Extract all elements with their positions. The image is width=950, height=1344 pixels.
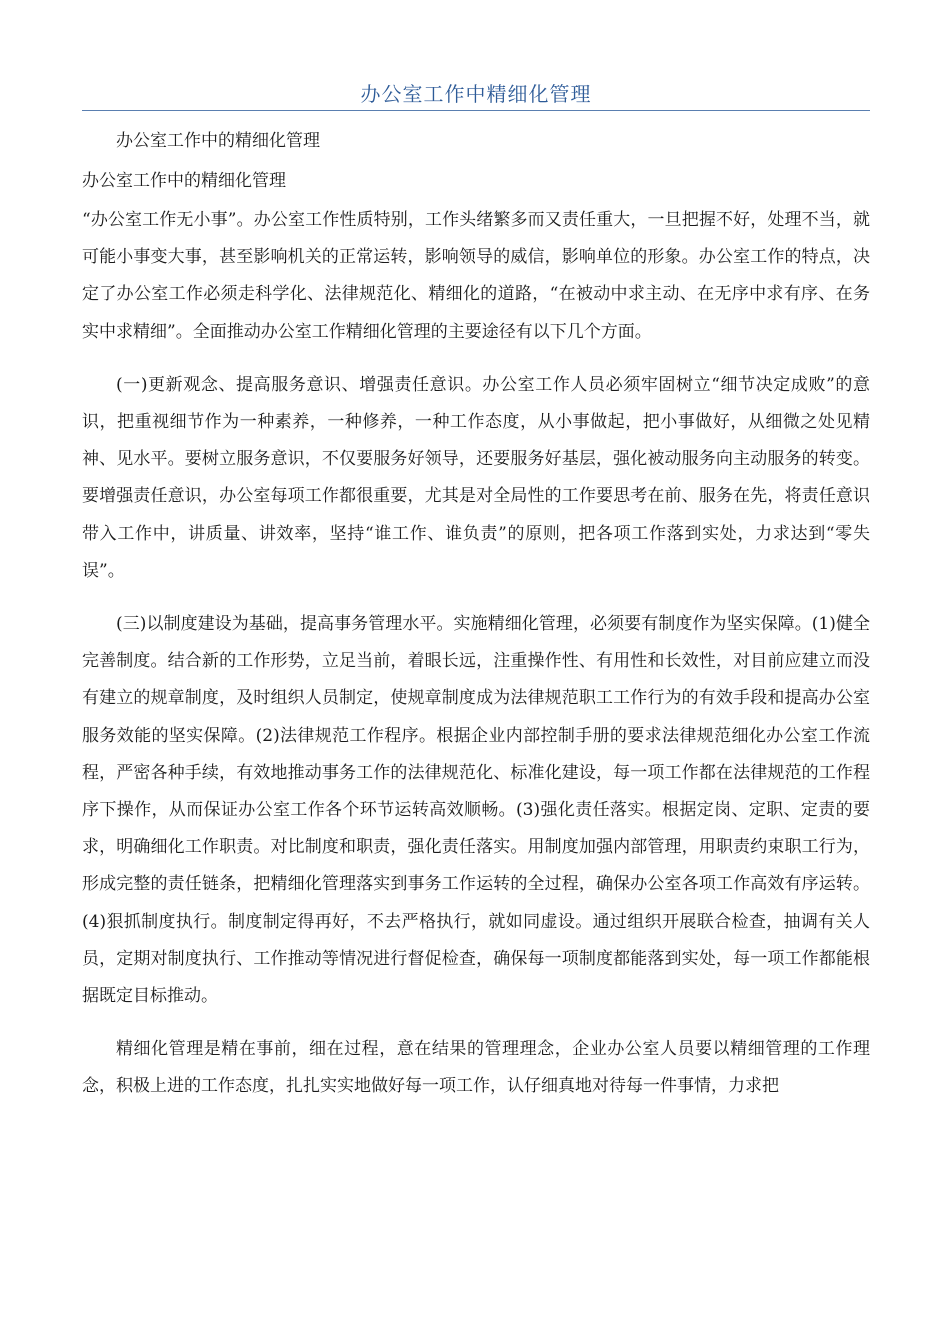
document-body — [82, 122, 870, 1106]
paragraph-gap — [82, 1015, 870, 1031]
paragraph-section-three: (三)以制度建设为基础，提高事务管理水平。实施精细化管理，必须要有制度作为坚实保障。(1)健全完善制度。结合新的工作形势，立足当前，着眼长远，注重操作性、有用性和长效性，对目前应建立而没有建立的规章制度，及时组织人员制定，使规章制度成为法律规范职工工作行为的有效手段和提高办公室服务效能的坚实保障。(2)法律规范工作程序。根据企业内部控制手册的要求法律规范细化办公室工作流程，严密各种手续，有效地推动事务工作的法律规范化、标准化建设，每一项工作都在法律规范的工作程序下操作，从而保证办公室工作各个环节运转高效顺畅。(3)强化责任落实。根据定岗、定职、定责的要求，明确细化工作职责。对比制度和职责，强化责任落实。用制度加强内部管理，用职责约束职工行为，形成完整的责任链条，把精细化管理落实到事务工作运转的全过程，确保办公室各项工作高效有序运转。(4)狠抓制度执行。制度制定得再好，不去严格执行，就如同虚设。通过组织开展联合检查，抽调有关人员，定期对制度执行、工作推动等情况进行督促检查，确保每一项制度都能落到实处，每一项工作都能根据既定目标推动。 — [82, 614, 870, 1007]
document-title: 办公室工作中精细化管理 — [360, 82, 592, 106]
paragraph-gap — [82, 590, 870, 606]
paragraph-section-one: (一)更新观念、提高服务意识、增强责任意识。办公室工作人员必须牢固树立“细节决定成败”的意识，把重视细节作为一种素养，一种修养，一种工作态度，从小事做起，把小事做好，从细微之处见精神、见水平。要树立服务意识，不仅要服务好领导，还要服务好基层，强化被动服务向主动服务的转变。要增强责任意识，办公室每项工作都很重要，尤其是对全局性的工作要思考在前、服务在先，将责任意识带入工作中，讲质量、讲效率，坚持“谁工作、谁负责”的原则，把各项工作落到实处，力求达到“零失误”。 — [82, 374, 870, 581]
paragraph-intro: “办公室工作无小事”。办公室工作性质特别，工作头绪繁多而又责任重大，一旦把握不好，处理不当，就可能小事变大事，甚至影响机关的正常运转，影响领导的威信，影响单位的形象。办公室工作的特点，决定了办公室工作必须走科学化、法律规范化、精细化的道路，“在被动中求主动、在无序中求有序、在务实中求精细”。全面推动办公室工作精细化管理的主要途径有以下几个方面。 — [82, 210, 870, 342]
subtitle-indented: 办公室工作中的精细化管理 — [116, 131, 320, 151]
subtitle-plain: 办公室工作中的精细化管理 — [82, 171, 286, 191]
paragraph-conclusion: 精细化管理是精在事前，细在过程，意在结果的管理理念，企业办公室人员要以精细管理的工作理念，积极上进的工作态度，扎扎实实地做好每一项工作，认仔细真地对待每一件事情，力求把 — [82, 1039, 870, 1097]
page-header — [82, 78, 870, 111]
paragraph-gap — [82, 351, 870, 367]
